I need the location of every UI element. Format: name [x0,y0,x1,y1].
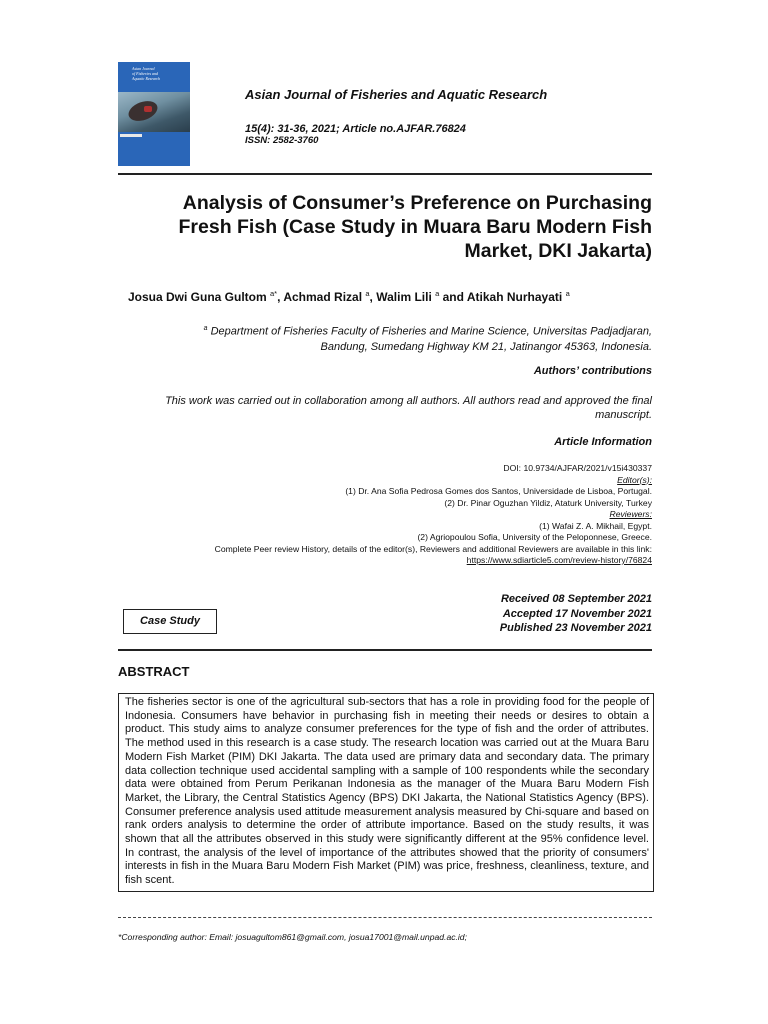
reviewer-entry: (2) Agriopoulou Sofia, University of the Peloponnese, Greece. [417,532,652,542]
review-history-link[interactable]: https://www.sdiarticle5.com/review-history/76824 [466,555,652,565]
author-separator: , [369,290,377,304]
journal-cover-image [118,62,190,166]
author-separator: and [439,290,467,304]
author-name: Achmad Rizal [283,290,366,304]
affiliation-line: Bandung, Sumedang Highway KM 21, Jatinangor 45363, Indonesia. [320,340,652,353]
cover-label-bar [120,134,142,137]
author-list [128,289,570,304]
reviewer-entry: (1) Wafai Z. A. Mikhail, Egypt. [539,520,652,531]
author-affiliation-mark: a [365,289,370,298]
contributions-line: manuscript. [595,409,652,421]
volume-line: 15(4): 31-36, 2021; Article no.AJFAR.76824 [245,123,466,135]
accepted-date: Accepted 17 November 2021 [502,607,652,620]
author-name: Josua Dwi Guna Gultom [128,290,271,304]
abstract-heading: ABSTRACT [118,664,190,679]
cover-title-line: Aquatic Research [132,76,161,81]
editor-entry: (1) Dr. Ana Sofia Pedrosa Gomes dos Santos, Universidade de Lisboa, Portugal. [345,486,652,496]
journal-name: Asian Journal of Fisheries and Aquatic Research [245,87,548,102]
cover-accent-shape [144,106,152,112]
cover-title-line: Asian Journal [132,66,155,71]
abstract-text: The fisheries sector is one of the agricultural sub-sectors that has a role in providing food for the people of Indonesia. Consumers have behavior in purchasing fish in meeting their needs or desires to obtain a product. This study aims to analyze consumer preferences for the type of fish and the order of attributes. The method used in this research is a case study. The research location was carried out at the Muara Baru Modern Fish Market (PIM) DKI Jakarta. The data used are primary data and secondary data. The primary data collection technique used accidental sampling with a sample of 100 respondents while the secondary data were obtained from Perum Perikanan Indonesia as the manager of the Muara Baru Modern Fish Market, the Library, the Central Statistics Agency (BPS) DKI Jakarta, the National Statistics Agency (BPS). Consumer preference analysis used attitude measurement analysis measured by Chi-square and based on rank orders analysis to determine the order of attribute importance. Based on the study results, it was shown that all the attributes observed in this study were significantly different at the 95% confidence level. In contrast, the analysis of the level of importance of the attributes showed that the priority of consumers' interests in fish in the Muara Baru Modern Fish Market (PIM) was price, freshness, cleanliness, texture, and fish scent. [118,693,654,892]
contributions-text [112,394,652,422]
author-name: Walim Lili [376,290,436,304]
review-history-note: Complete Peer review History, details of the editor(s), Reviewers and additional Reviewers are available in this link: [214,543,652,554]
publication-dates [500,592,652,636]
author-name: Atikah Nurhayati [466,290,566,304]
contributions-line: This work was carried out in collaboration among all authors. All authors read and approved the final [165,395,652,407]
author-affiliation-mark: a [565,289,570,298]
contributions-heading: Authors’ contributions [533,365,652,377]
cover-title [132,66,186,81]
title-line: Analysis of Consumer’s Preference on Purchasing [182,192,652,214]
article-info [92,463,652,567]
published-date: Published 23 November 2021 [499,622,652,634]
article-title [92,191,652,263]
title-line: Fresh Fish (Case Study in Muara Baru Modern Fish [178,216,652,238]
header-rule [118,173,652,175]
corresponding-author: *Corresponding author: Email: josuagultom861@gmail.com, josua17001@mail.unpad.ac.id; [118,932,467,942]
affiliation-line: Department of Fisheries Faculty of Fisheries and Marine Science, Universitas Padjadjaran, [207,325,652,338]
editors-label: Editor(s): [617,474,652,485]
author-separator: , [277,290,284,304]
reviewers-label: Reviewers: [609,509,652,519]
cover-title-line: of Fisheries and [132,71,158,76]
author-affiliation-mark: a* [270,289,278,298]
affiliation-mark: a [203,325,208,332]
title-line: Market, DKI Jakarta) [464,240,652,262]
editor-entry: (2) Dr. Pinar Oguzhan Yildiz, Ataturk University, Turkey [444,497,652,508]
author-affiliation-mark: a [435,289,440,298]
received-date: Received 08 September 2021 [500,593,652,605]
footnote-separator [118,917,652,918]
issn-line: ISSN: 2582-3760 [245,135,319,146]
section-rule [118,649,652,651]
article-type-badge: Case Study [123,609,217,634]
affiliation [132,321,652,355]
article-info-heading: Article Information [554,436,652,448]
doi: DOI: 10.9734/AJFAR/2021/v15i430337 [503,463,652,473]
